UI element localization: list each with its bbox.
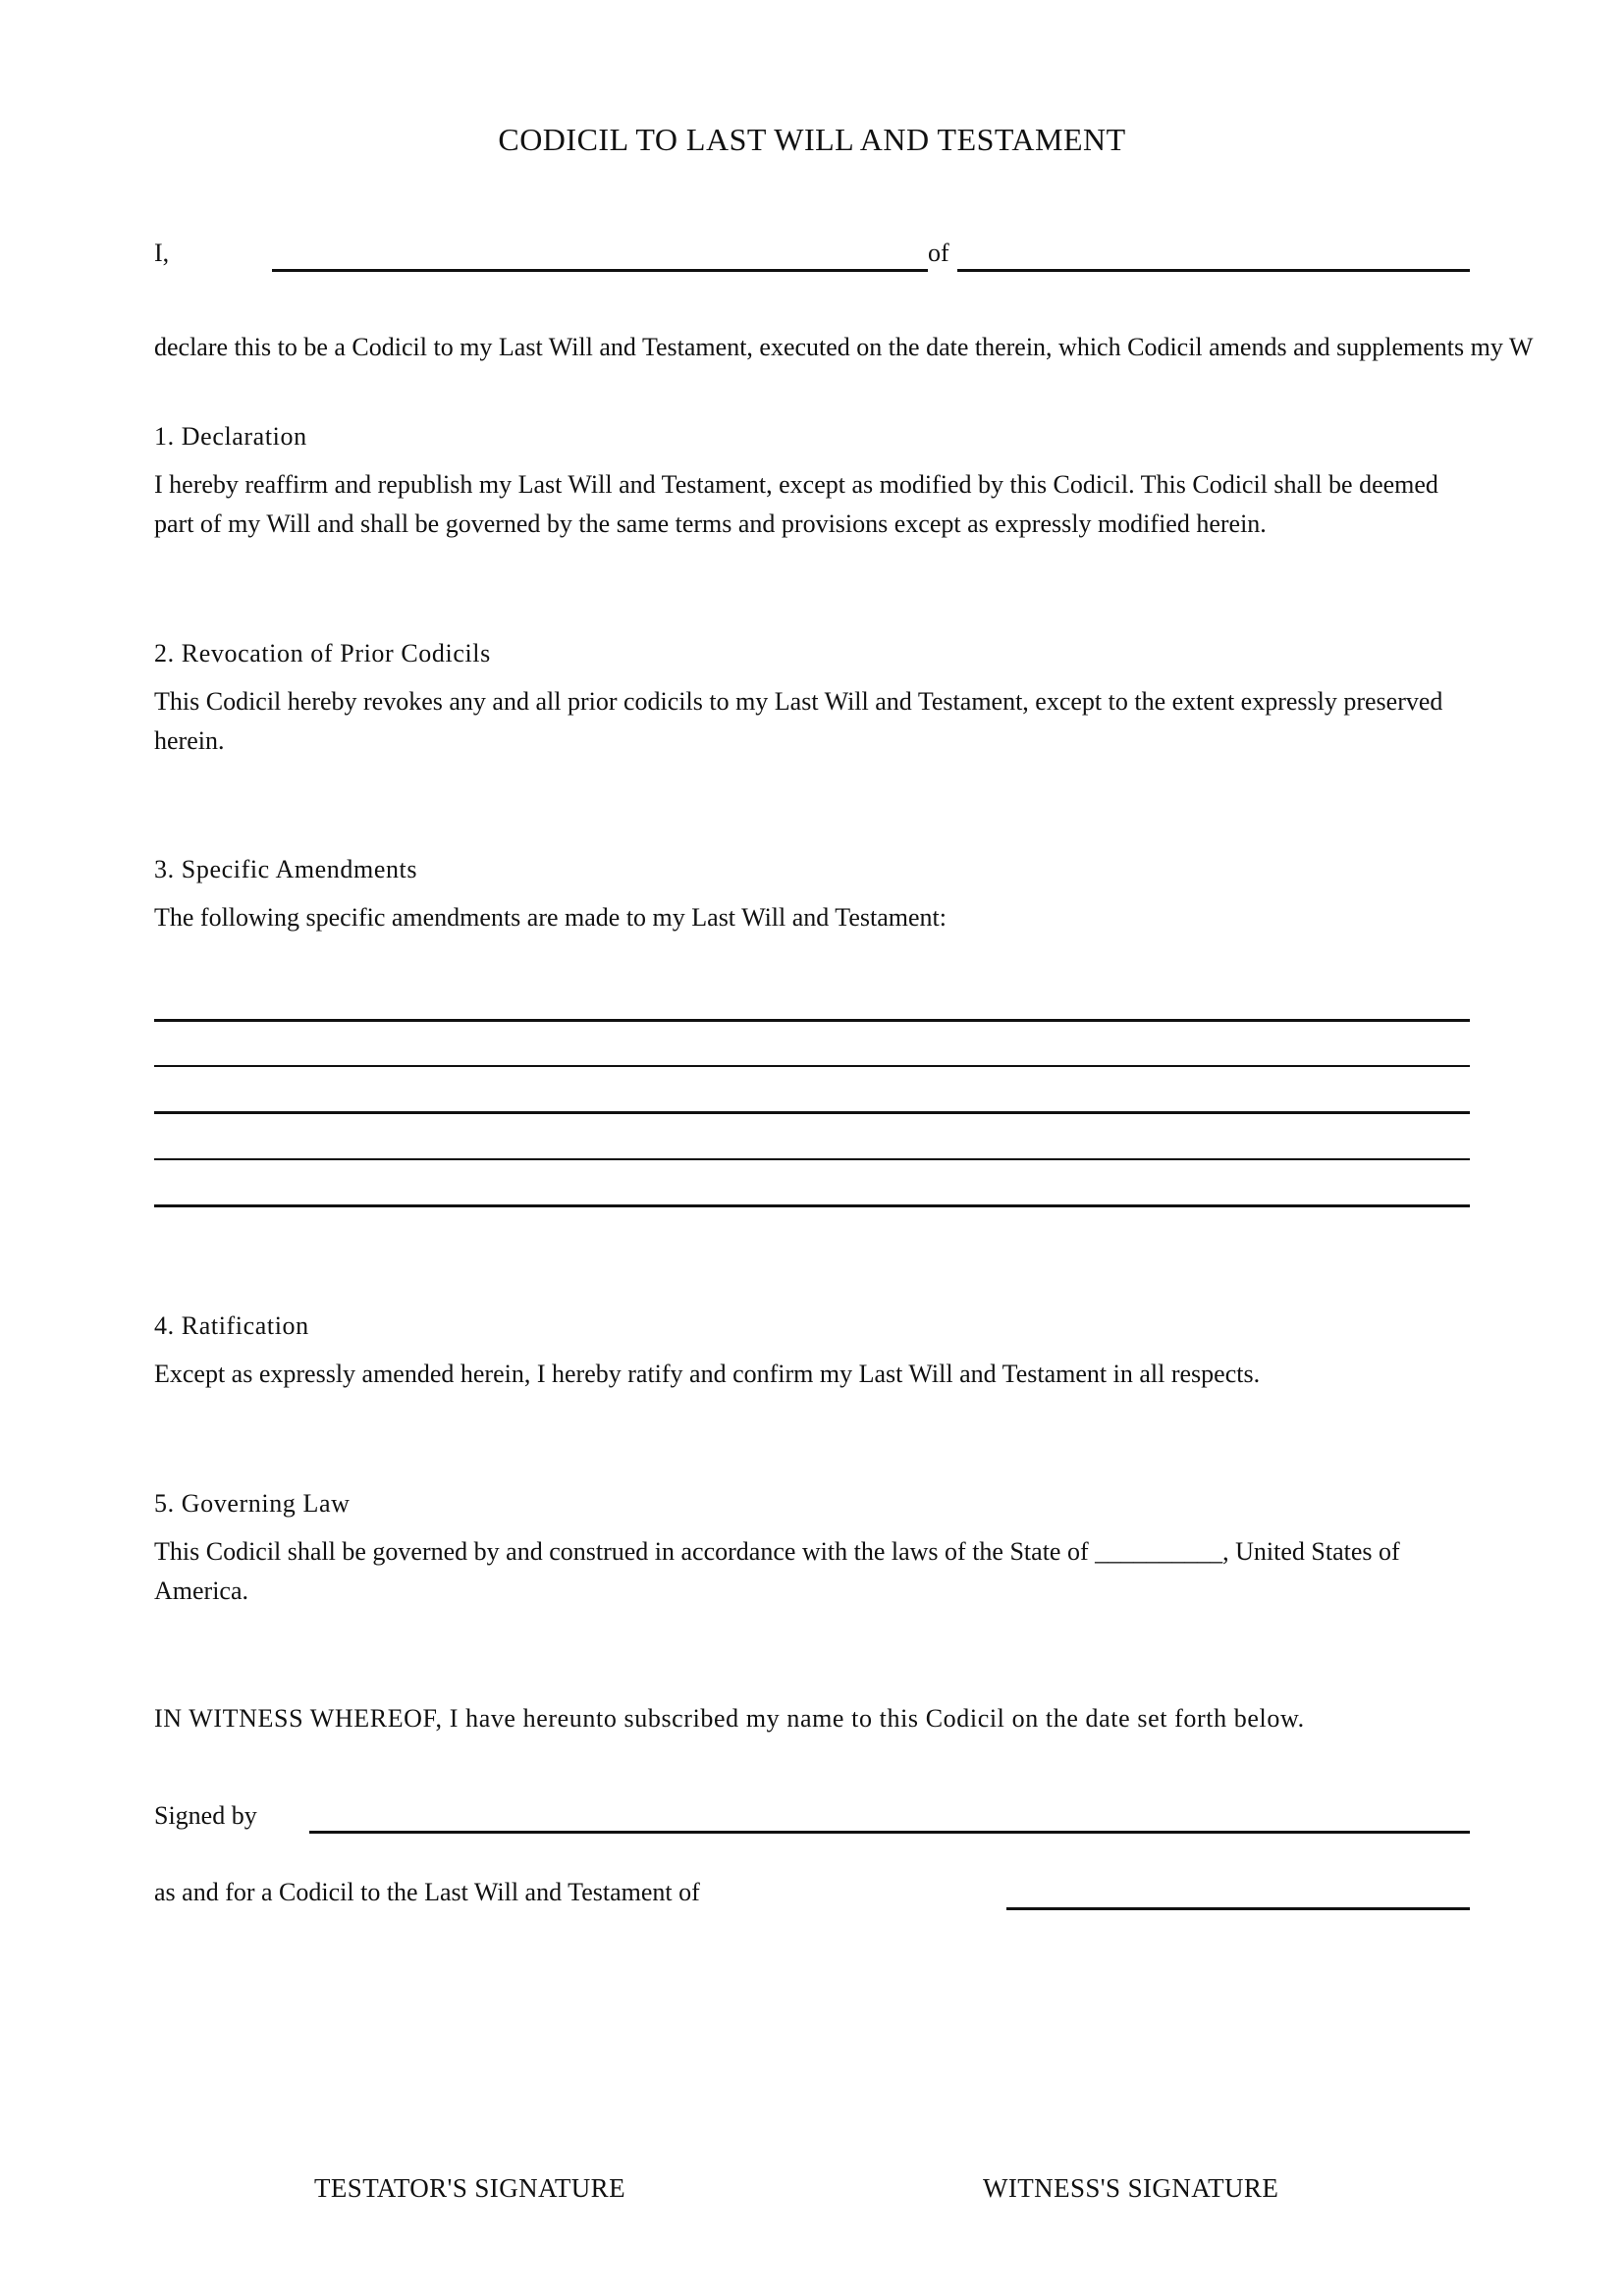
as-and-for-label: as and for a Codicil to the Last Will and Testament of (154, 1878, 700, 1906)
section-2-heading: 2. Revocation of Prior Codicils (154, 639, 491, 667)
section-1-heading: 1. Declaration (154, 422, 307, 451)
amendment-line-1[interactable] (154, 1019, 1470, 1022)
signed-by-field[interactable] (309, 1831, 1470, 1834)
amendment-line-2[interactable] (154, 1065, 1470, 1067)
section-5-body: This Codicil shall be governed by and construed in accordance with the laws of the State of __________, United States of America. (154, 1537, 1400, 1605)
section-3-body: The following specific amendments are made to my Last Will and Testament: (154, 903, 947, 932)
section-5-heading: 5. Governing Law (154, 1489, 351, 1518)
section-4-heading: 4. Ratification (154, 1311, 309, 1340)
intro-declaration-text: declare this to be a Codicil to my Last Will and Testament, executed on the date therein, which Codicil amends and supplements my W (154, 333, 1534, 361)
testator-signature-label: TESTATOR'S SIGNATURE (314, 2173, 625, 2203)
testator-name-field[interactable] (272, 269, 928, 272)
document-title: CODICIL TO LAST WILL AND TESTAMENT (498, 122, 1126, 157)
section-4-body: Except as expressly amended herein, I hereby ratify and confirm my Last Will and Testament in all respects. (154, 1360, 1261, 1388)
amendment-line-5[interactable] (154, 1204, 1470, 1207)
intro-of-label: of (928, 239, 949, 267)
section-1-body: I hereby reaffirm and republish my Last Will and Testament, except as modified by this Codicil. This Codicil shall be deemed part of my Will and shall be governed by the same terms and provisions except as expressly modified herein. (154, 470, 1438, 538)
amendment-line-3[interactable] (154, 1111, 1470, 1114)
amendment-line-4[interactable] (154, 1158, 1470, 1160)
signed-by-label: Signed by (154, 1801, 257, 1830)
intro-i-label: I, (154, 239, 170, 267)
section-2-body: This Codicil hereby revokes any and all prior codicils to my Last Will and Testament, except to the extent expressly preserved herein. (154, 687, 1443, 755)
witness-signature-label: WITNESS'S SIGNATURE (983, 2173, 1279, 2203)
section-3-heading: 3. Specific Amendments (154, 855, 418, 883)
testator-name-line[interactable] (1006, 1907, 1470, 1910)
testator-address-field[interactable] (957, 269, 1470, 272)
witness-clause: IN WITNESS WHEREOF, I have hereunto subscribed my name to this Codicil on the date set forth below. (154, 1704, 1305, 1733)
